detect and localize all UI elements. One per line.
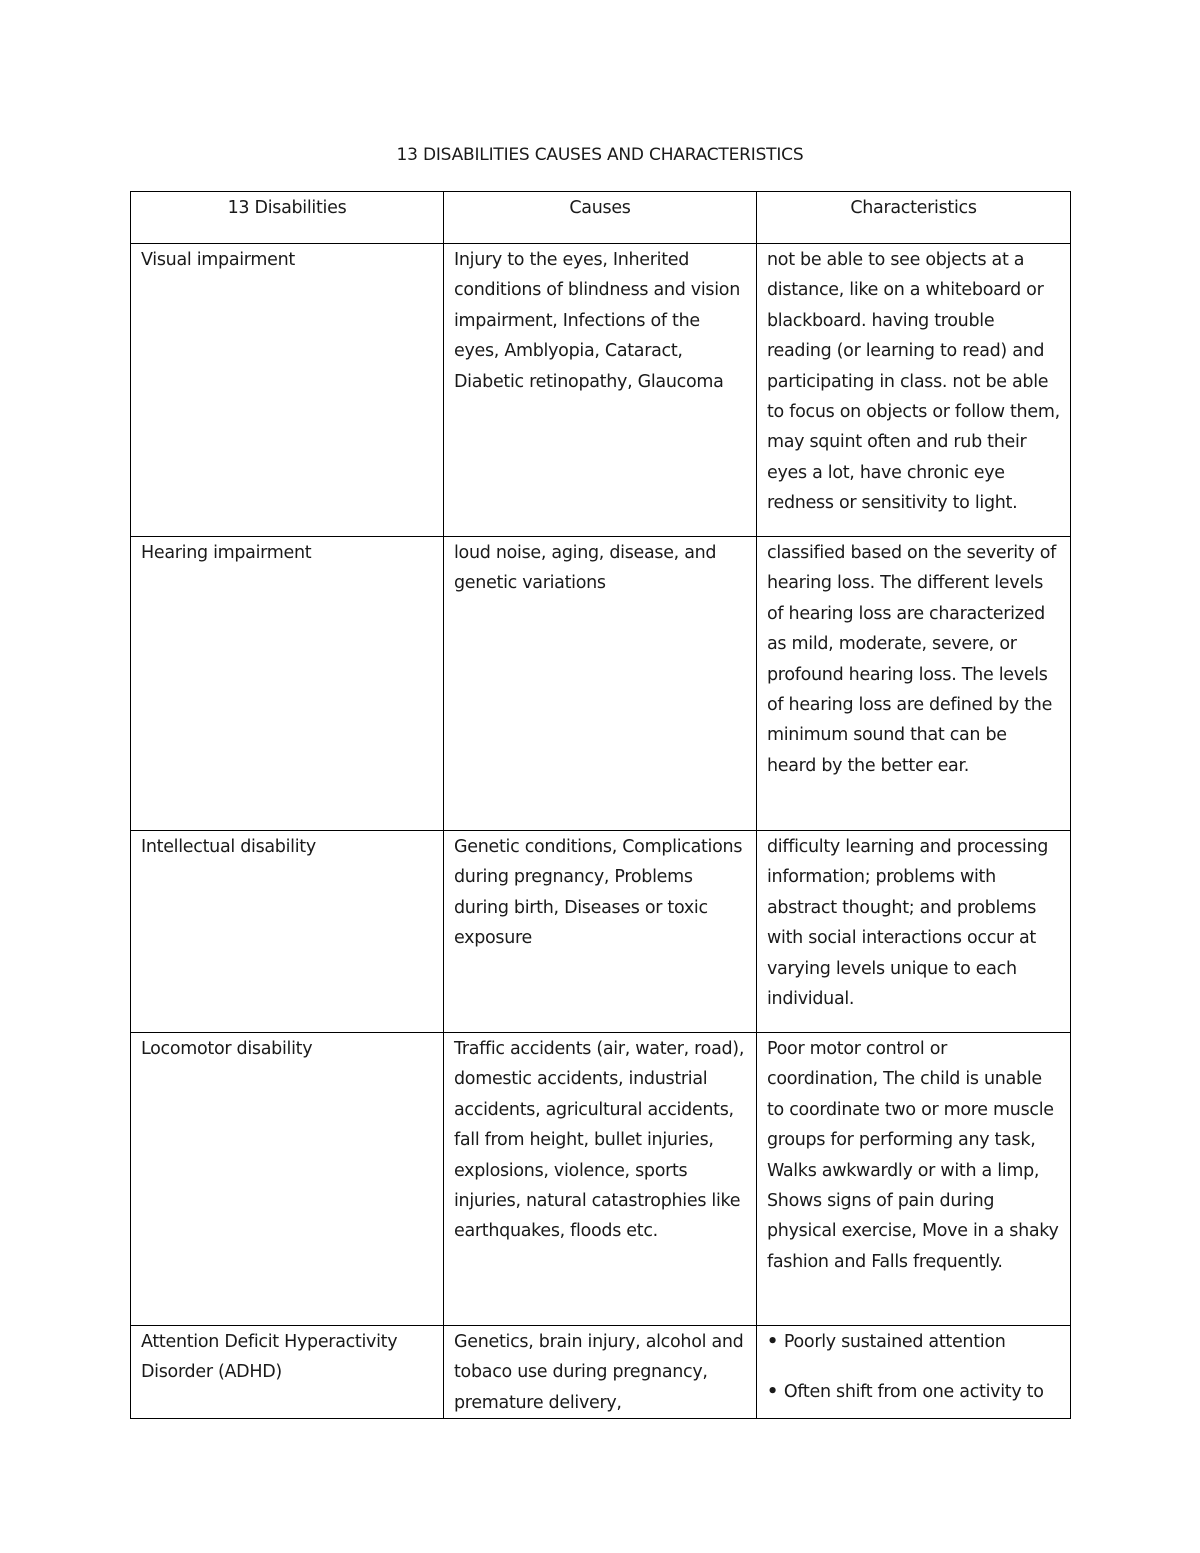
column-header-characteristics: Characteristics [757, 192, 1071, 244]
disability-cell: Hearing impairment [131, 537, 444, 831]
causes-cell: Injury to the eyes, Inherited conditions of blindness and vision impairment, Infections of the eyes, Amblyopia, Cataract, Diabetic retinopathy, Glaucoma [444, 244, 757, 537]
column-header-disabilities: 13 Disabilities [131, 192, 444, 244]
causes-cell: Genetic conditions, Complications during pregnancy, Problems during birth, Diseases or toxic exposure [444, 831, 757, 1033]
table-row [131, 537, 1071, 831]
table-row [131, 1326, 1071, 1419]
bullet-text: Often shift from one activity to [783, 1382, 1044, 1403]
bullet-text: Poorly sustained attention [783, 1332, 1006, 1352]
column-header-causes: Causes [444, 192, 757, 244]
bullet-icon: • [767, 1382, 778, 1403]
page-title: 13 DISABILITIES CAUSES AND CHARACTERISTICS [396, 145, 804, 165]
bullet-icon: • [767, 1332, 778, 1352]
causes-cell: loud noise, aging, disease, and genetic variations [444, 537, 757, 831]
causes-cell: Genetics, brain injury, alcohol and tobaco use during pregnancy, premature delivery, [444, 1326, 757, 1419]
characteristics-cell: difficulty learning and processing information; problems with abstract thought; and problems with social interactions occur at varying levels unique to each individual. [757, 831, 1071, 1033]
table-row [131, 244, 1071, 537]
causes-cell: Traffic accidents (air, water, road), domestic accidents, industrial accidents, agricultural accidents, fall from height, bullet injuries, explosions, violence, sports injuries, natural catastrophies like earthquakes, floods etc. [444, 1033, 757, 1326]
characteristics-cell: not be able to see objects at a distance, like on a whiteboard or blackboard. having trouble reading (or learning to read) and participating in class. not be able to focus on objects or follow them, may squint often and rub their eyes a lot, have chronic eye redness or sensitivity to light. [757, 244, 1071, 537]
disability-cell: Visual impairment [131, 244, 444, 537]
characteristics-cell [757, 1326, 1071, 1419]
disabilities-table [130, 191, 1071, 1419]
disability-cell: Attention Deficit Hyperactivity Disorder (ADHD) [131, 1326, 444, 1419]
characteristics-cell: Poor motor control or coordination, The child is unable to coordinate two or more muscle groups for performing any task, Walks awkwardly or with a limp, Shows signs of pain during physical exercise, Move in a shaky fashion and Falls frequently. [757, 1033, 1071, 1326]
disability-cell: Locomotor disability [131, 1033, 444, 1326]
bullet-list-item [767, 1377, 1060, 1407]
disability-cell: Intellectual disability [131, 831, 444, 1033]
bullet-list-item [767, 1327, 1060, 1357]
table-row [131, 1033, 1071, 1326]
table-header-row [131, 192, 1071, 244]
table-row [131, 831, 1071, 1033]
characteristics-cell: classified based on the severity of hearing loss. The different levels of hearing loss are characterized as mild, moderate, severe, or profound hearing loss. The levels of hearing loss are defined by the minimum sound that can be heard by the better ear. [757, 537, 1071, 831]
